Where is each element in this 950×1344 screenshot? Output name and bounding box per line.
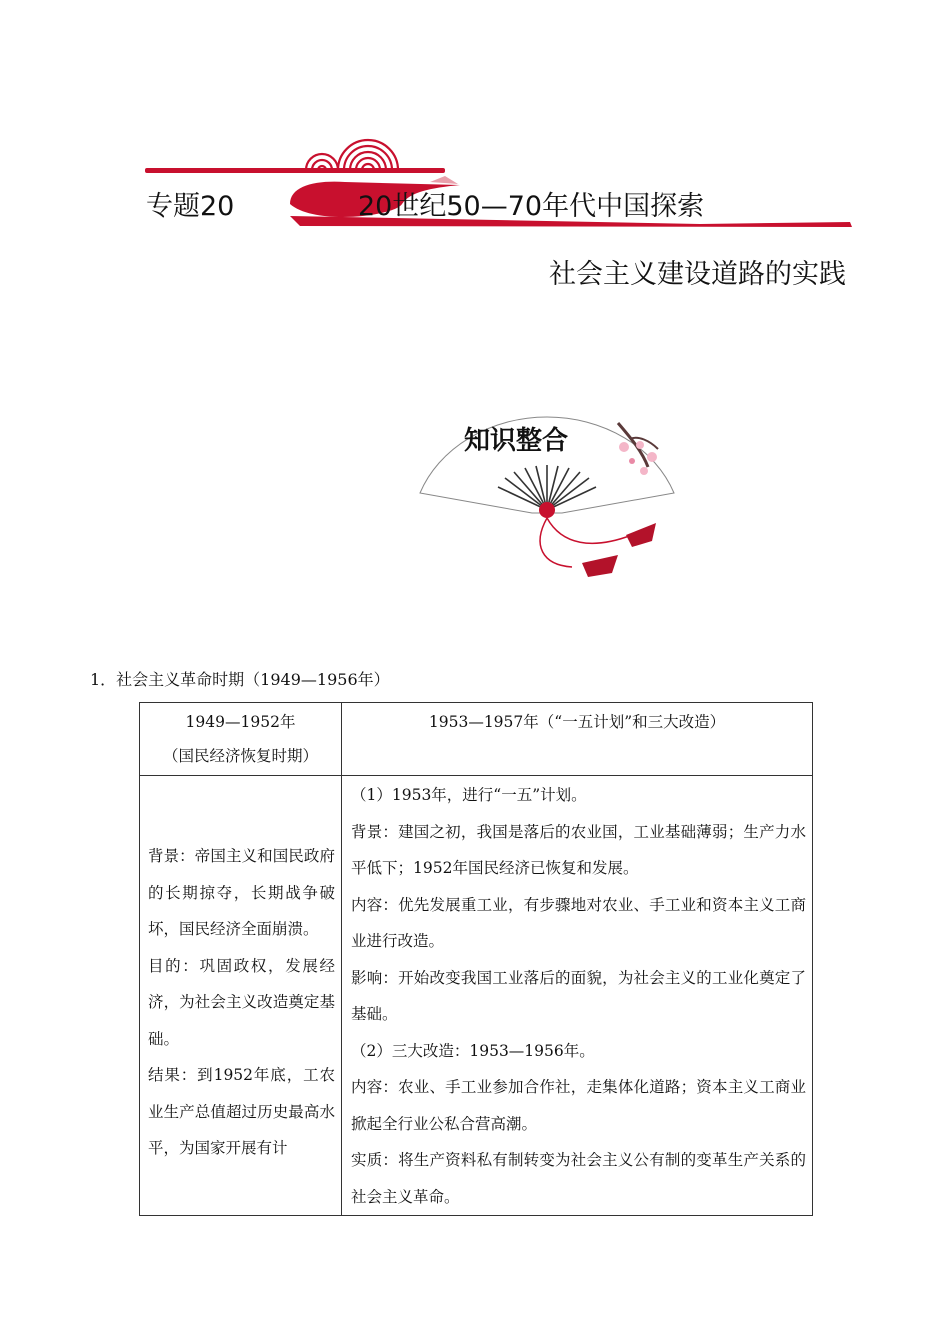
right-paragraph: 内容：农业、手工业参加合作社，走集体化道路；资本主义工商业掀起全行业公私合营高潮。 [351, 1078, 806, 1133]
banner-text: 知识整合 [464, 426, 569, 456]
left-paragraph: 结果：到1952年底，工农业生产总值超过历史最高水平，为国家开展有计 [148, 1066, 335, 1157]
left-paragraph: 背景：帝国主义和国民政府的长期掠夺，长期战争破坏，国民经济全面崩溃。 [148, 847, 335, 938]
table-row [140, 776, 813, 1216]
header-period: 1953—1957年（“一五计划”和三大改造） [428, 713, 726, 731]
left-paragraph: 目的：巩固政权，发展经济，为社会主义改造奠定基础。 [148, 956, 335, 1048]
page-title: 20世纪50—70年代中国探索 [358, 191, 705, 222]
right-paragraph: 实质：将生产资料私有制转变为社会主义公有制的变革生产关系的社会主义革命。 [351, 1151, 806, 1206]
table-header-row [140, 703, 813, 776]
knowledge-fan-banner [412, 385, 682, 585]
content-table [139, 702, 813, 1216]
page-subtitle: 社会主义建设道路的实践 [549, 259, 846, 290]
right-paragraph: 背景：建国之初，我国是落后的农业国，工业基础薄弱；生产力水平低下；1952年国民经济已恢复和发展。 [351, 822, 806, 877]
right-paragraph: （2）三大改造：1953—1956年。 [351, 1041, 595, 1060]
right-paragraph: 内容：优先发展重工业，有步骤地对农业、手工业和资本主义工商业进行改造。 [351, 895, 806, 950]
header-period-note: （国民经济恢复时期） [162, 747, 318, 765]
left-content-cell [140, 776, 342, 1216]
header-cell-right [342, 703, 813, 776]
right-content-cell [342, 776, 813, 1216]
header-cell-left [140, 703, 342, 776]
section-heading: 1．社会主义革命时期（1949—1956年） [90, 670, 390, 689]
header-period: 1949—1952年 [185, 713, 296, 731]
topic-number: 专题20 [146, 191, 235, 222]
right-paragraph: （1）1953年，进行“一五”计划。 [351, 786, 587, 804]
right-paragraph: 影响：开始改变我国工业落后的面貌，为社会主义的工业化奠定了基础。 [351, 968, 806, 1023]
